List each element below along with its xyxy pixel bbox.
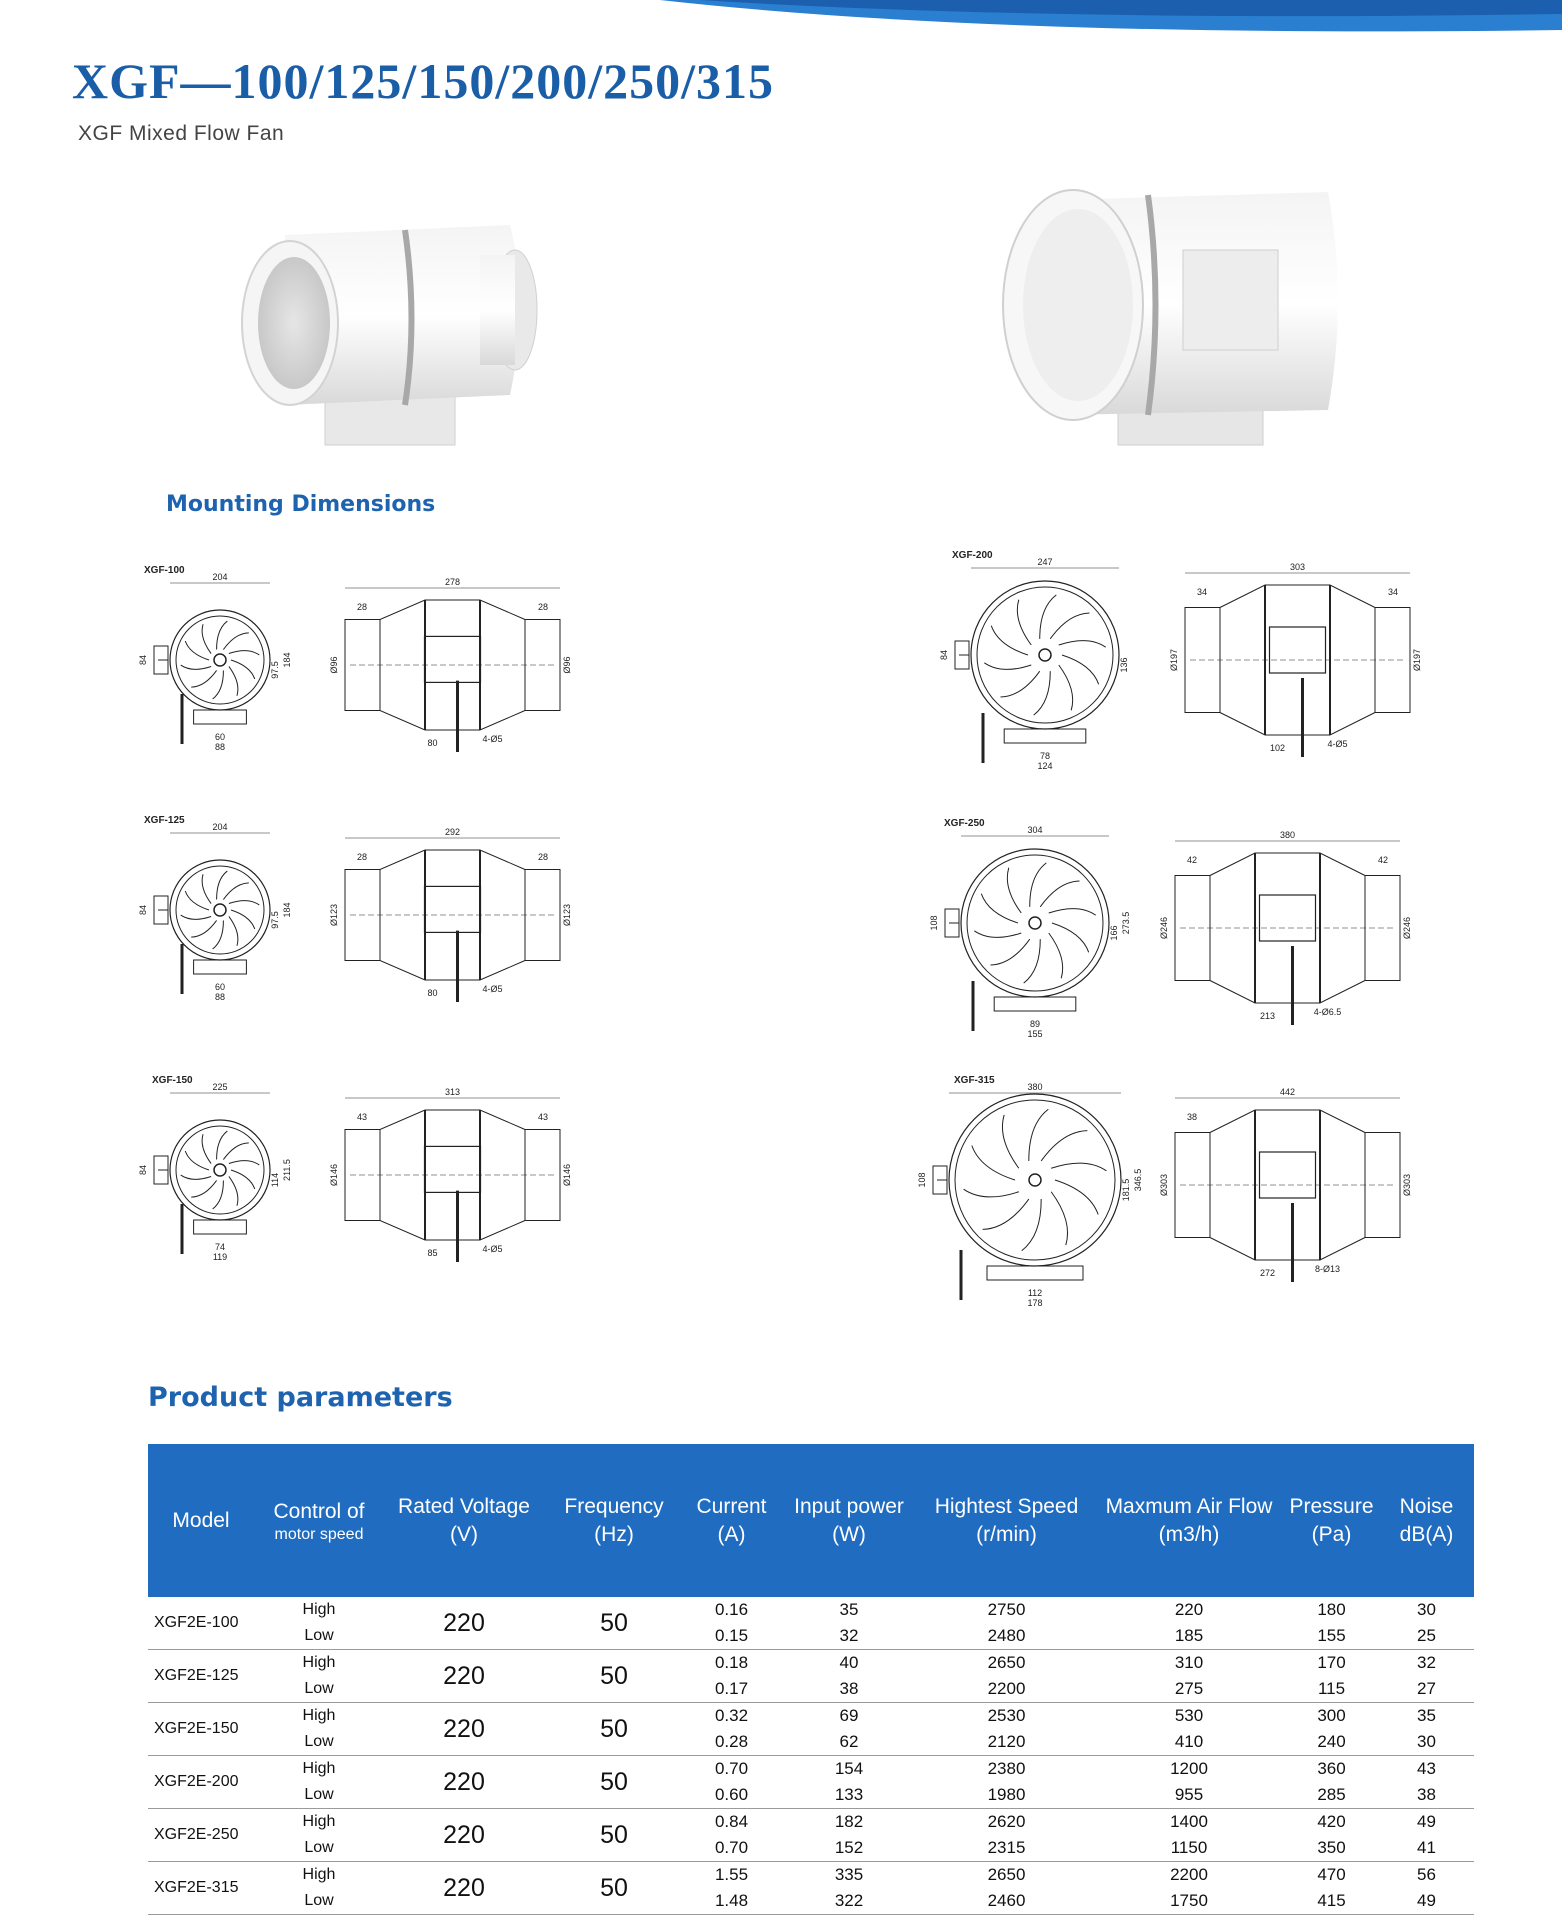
dim-holes: 4-Ø5 — [482, 1244, 503, 1254]
diagram-model-label: XGF-125 — [144, 815, 185, 826]
dimension-drawing — [917, 1075, 1430, 1320]
pressure-cell: 300 240 — [1284, 1703, 1379, 1756]
dim-h2: 181.5 — [1121, 1178, 1131, 1202]
model-cell: XGF2E-150 — [148, 1703, 254, 1756]
current-cell: 0.18 0.17 — [684, 1650, 779, 1703]
dim-foot: 80 — [427, 988, 438, 998]
dim-h3: 346.5 — [1133, 1168, 1143, 1192]
dim-h1: 108 — [929, 915, 939, 931]
noise-cell: 43 38 — [1379, 1756, 1474, 1809]
page-subtitle: XGF Mixed Flow Fan — [78, 122, 285, 145]
product-photo-small — [230, 205, 570, 465]
dim-h1: 84 — [138, 654, 148, 666]
diagram-xgf-315 — [917, 1075, 1430, 1320]
header-power: Input power (W) — [779, 1444, 919, 1597]
frequency-cell: 50 — [544, 1703, 684, 1756]
current-cell: 1.55 1.48 — [684, 1862, 779, 1915]
dim-holes: 4-Ø6.5 — [1313, 1007, 1342, 1017]
dim-end-right: 28 — [537, 852, 549, 862]
table-row — [148, 1597, 1474, 1650]
power-cell: 335 322 — [779, 1862, 919, 1915]
dim-base2: 124 — [1037, 761, 1053, 771]
product-photo-large — [998, 180, 1358, 460]
dim-end-right: 34 — [1387, 587, 1399, 597]
control-cell: High Low — [254, 1703, 384, 1756]
noise-cell: 35 30 — [1379, 1703, 1474, 1756]
dim-h3: 211.5 — [282, 1159, 292, 1181]
dim-base1: 60 — [214, 982, 226, 992]
header-current: Current (A) — [684, 1444, 779, 1597]
pressure-cell: 170 115 — [1284, 1650, 1379, 1703]
frequency-cell: 50 — [544, 1756, 684, 1809]
current-cell: 0.32 0.28 — [684, 1703, 779, 1756]
power-cell: 154 133 — [779, 1756, 919, 1809]
dim-width: 380 — [1027, 1082, 1043, 1092]
product-parameters-heading: Product parameters — [148, 1382, 453, 1413]
airflow-cell: 1200 955 — [1094, 1756, 1284, 1809]
page-title: XGF—100/125/150/200/250/315 — [72, 53, 774, 109]
dim-h3: 184 — [282, 902, 292, 918]
dim-h2: 114 — [270, 1172, 280, 1188]
speed-cell: 2620 2315 — [919, 1809, 1094, 1862]
diagram-model-label: XGF-250 — [944, 818, 985, 829]
model-cell: XGF2E-200 — [148, 1756, 254, 1809]
dim-h1: 84 — [138, 1164, 148, 1176]
control-cell: High Low — [254, 1809, 384, 1862]
dim-end-right: 28 — [537, 602, 549, 612]
dim-diameter-right: Ø123 — [562, 903, 572, 927]
noise-cell: 32 27 — [1379, 1650, 1474, 1703]
control-cell: High Low — [254, 1650, 384, 1703]
pressure-cell: 420 350 — [1284, 1809, 1379, 1862]
dim-end-left: 28 — [356, 602, 368, 612]
frequency-cell: 50 — [544, 1862, 684, 1915]
dim-diameter-left: Ø197 — [1169, 648, 1179, 672]
model-cell: XGF2E-250 — [148, 1809, 254, 1862]
dim-end-left: 42 — [1186, 855, 1198, 865]
dim-diameter-left: Ø303 — [1159, 1173, 1169, 1197]
dim-diameter-right: Ø96 — [562, 656, 572, 674]
model-cell: XGF2E-125 — [148, 1650, 254, 1703]
header-airflow: Maxmum Air Flow (m3/h) — [1094, 1444, 1284, 1597]
dim-base1: 89 — [1029, 1019, 1041, 1029]
dim-end-left: 43 — [356, 1112, 368, 1122]
dim-base1: 60 — [214, 732, 226, 742]
dim-holes: 4-Ø5 — [1327, 739, 1348, 749]
dimension-drawing — [929, 818, 1430, 1039]
dimension-drawing — [140, 815, 660, 1015]
dim-foot: 80 — [427, 738, 438, 748]
dim-end-right: 43 — [537, 1112, 549, 1122]
dim-h3: 184 — [282, 652, 292, 668]
dim-base1: 112 — [1027, 1288, 1043, 1298]
speed-cell: 2650 2200 — [919, 1650, 1094, 1703]
dim-base1: 74 — [214, 1242, 226, 1252]
control-cell: High Low — [254, 1756, 384, 1809]
dim-length: 442 — [1279, 1087, 1296, 1097]
dim-h2: 136 — [1119, 657, 1129, 673]
header-speed: Hightest Speed (r/min) — [919, 1444, 1094, 1597]
header-frequency: Frequency (Hz) — [544, 1444, 684, 1597]
speed-cell: 2380 1980 — [919, 1756, 1094, 1809]
pressure-cell: 360 285 — [1284, 1756, 1379, 1809]
table-row — [148, 1862, 1474, 1915]
dim-h1: 108 — [917, 1172, 927, 1188]
voltage-cell: 220 — [384, 1756, 544, 1809]
airflow-cell: 530 410 — [1094, 1703, 1284, 1756]
dim-width: 247 — [1037, 557, 1053, 567]
diagram-xgf-250 — [929, 818, 1430, 1039]
dimension-drawing — [140, 565, 660, 765]
dim-width: 204 — [212, 822, 228, 832]
table-row — [148, 1703, 1474, 1756]
dim-foot: 85 — [427, 1248, 438, 1258]
dim-h2: 97.5 — [270, 911, 280, 929]
dim-base1: 78 — [1039, 751, 1051, 761]
header-model: Model — [148, 1444, 254, 1597]
dim-length: 380 — [1279, 830, 1296, 840]
current-cell: 0.84 0.70 — [684, 1809, 779, 1862]
table-row — [148, 1650, 1474, 1703]
current-cell: 0.16 0.15 — [684, 1597, 779, 1650]
dimension-drawing — [939, 550, 1430, 771]
diagram-model-label: XGF-200 — [952, 550, 993, 561]
dim-h1: 84 — [939, 649, 949, 661]
speed-cell: 2750 2480 — [919, 1597, 1094, 1650]
speed-cell: 2650 2460 — [919, 1862, 1094, 1915]
dim-diameter-left: Ø123 — [329, 903, 339, 927]
airflow-cell: 1400 1150 — [1094, 1809, 1284, 1862]
header-voltage: Rated Voltage (V) — [384, 1444, 544, 1597]
airflow-cell: 2200 1750 — [1094, 1862, 1284, 1915]
frequency-cell: 50 — [544, 1809, 684, 1862]
diagram-xgf-100 — [140, 565, 660, 765]
header-control: Control of motor speed — [254, 1444, 384, 1597]
dim-width: 225 — [212, 1082, 228, 1092]
power-cell: 40 38 — [779, 1650, 919, 1703]
diagram-model-label: XGF-150 — [152, 1075, 193, 1086]
dim-end-left: 28 — [356, 852, 368, 862]
table-header-row — [148, 1444, 1474, 1597]
noise-cell: 30 25 — [1379, 1597, 1474, 1650]
dim-holes: 8-Ø13 — [1314, 1264, 1341, 1274]
dim-width: 204 — [212, 572, 228, 582]
dim-holes: 4-Ø5 — [482, 984, 503, 994]
header-swoosh — [0, 0, 1562, 60]
dim-base2: 155 — [1027, 1029, 1043, 1039]
dim-h3: 273.5 — [1121, 911, 1131, 935]
dim-length: 292 — [444, 827, 461, 837]
dim-end-left: 38 — [1186, 1112, 1198, 1122]
dim-foot: 102 — [1269, 743, 1286, 753]
dim-length: 303 — [1289, 562, 1306, 572]
noise-cell: 49 41 — [1379, 1809, 1474, 1862]
diagram-model-label: XGF-315 — [954, 1075, 995, 1086]
control-cell: High Low — [254, 1862, 384, 1915]
speed-cell: 2530 2120 — [919, 1703, 1094, 1756]
dim-h1: 84 — [138, 904, 148, 916]
dim-length: 313 — [444, 1087, 461, 1097]
dim-holes: 4-Ø5 — [482, 734, 503, 744]
dim-h2: 166 — [1109, 925, 1119, 941]
voltage-cell: 220 — [384, 1597, 544, 1650]
diagram-model-label: XGF-100 — [144, 565, 185, 576]
voltage-cell: 220 — [384, 1650, 544, 1703]
dim-diameter-right: Ø303 — [1402, 1173, 1412, 1197]
control-cell: High Low — [254, 1597, 384, 1650]
dim-diameter-right: Ø197 — [1412, 648, 1422, 672]
power-cell: 35 32 — [779, 1597, 919, 1650]
diagram-xgf-200 — [939, 550, 1430, 771]
dim-length: 278 — [444, 577, 461, 587]
dim-diameter-right: Ø246 — [1402, 916, 1412, 940]
dim-diameter-left: Ø146 — [329, 1163, 339, 1187]
dim-diameter-left: Ø96 — [329, 656, 339, 674]
power-cell: 69 62 — [779, 1703, 919, 1756]
dim-base2: 119 — [212, 1252, 228, 1262]
frequency-cell: 50 — [544, 1650, 684, 1703]
dim-diameter-left: Ø246 — [1159, 916, 1169, 940]
dim-diameter-right: Ø146 — [562, 1163, 572, 1187]
table-row — [148, 1756, 1474, 1809]
power-cell: 182 152 — [779, 1809, 919, 1862]
pressure-cell: 180 155 — [1284, 1597, 1379, 1650]
dimension-drawing — [140, 1075, 660, 1295]
dim-end-left: 34 — [1196, 587, 1208, 597]
voltage-cell: 220 — [384, 1703, 544, 1756]
dim-base2: 178 — [1027, 1298, 1043, 1308]
current-cell: 0.70 0.60 — [684, 1756, 779, 1809]
pressure-cell: 470 415 — [1284, 1862, 1379, 1915]
dim-foot: 272 — [1259, 1268, 1276, 1278]
airflow-cell: 310 275 — [1094, 1650, 1284, 1703]
dim-base2: 88 — [214, 992, 226, 1002]
noise-cell: 56 49 — [1379, 1862, 1474, 1915]
dim-foot: 213 — [1259, 1011, 1276, 1021]
diagram-xgf-150 — [140, 1075, 660, 1295]
model-cell: XGF2E-100 — [148, 1597, 254, 1650]
parameters-table — [148, 1444, 1474, 1915]
airflow-cell: 220 185 — [1094, 1597, 1284, 1650]
voltage-cell: 220 — [384, 1809, 544, 1862]
diagram-xgf-125 — [140, 815, 660, 1015]
header-noise: Noise dB(A) — [1379, 1444, 1474, 1597]
dim-h2: 97.5 — [270, 661, 280, 679]
header-pressure: Pressure (Pa) — [1284, 1444, 1379, 1597]
mounting-dimensions-heading: Mounting Dimensions — [166, 492, 436, 517]
frequency-cell: 50 — [544, 1597, 684, 1650]
dim-end-right: 42 — [1377, 855, 1389, 865]
model-cell: XGF2E-315 — [148, 1862, 254, 1915]
dim-base2: 88 — [214, 742, 226, 752]
voltage-cell: 220 — [384, 1862, 544, 1915]
dim-width: 304 — [1027, 825, 1043, 835]
table-row — [148, 1809, 1474, 1862]
